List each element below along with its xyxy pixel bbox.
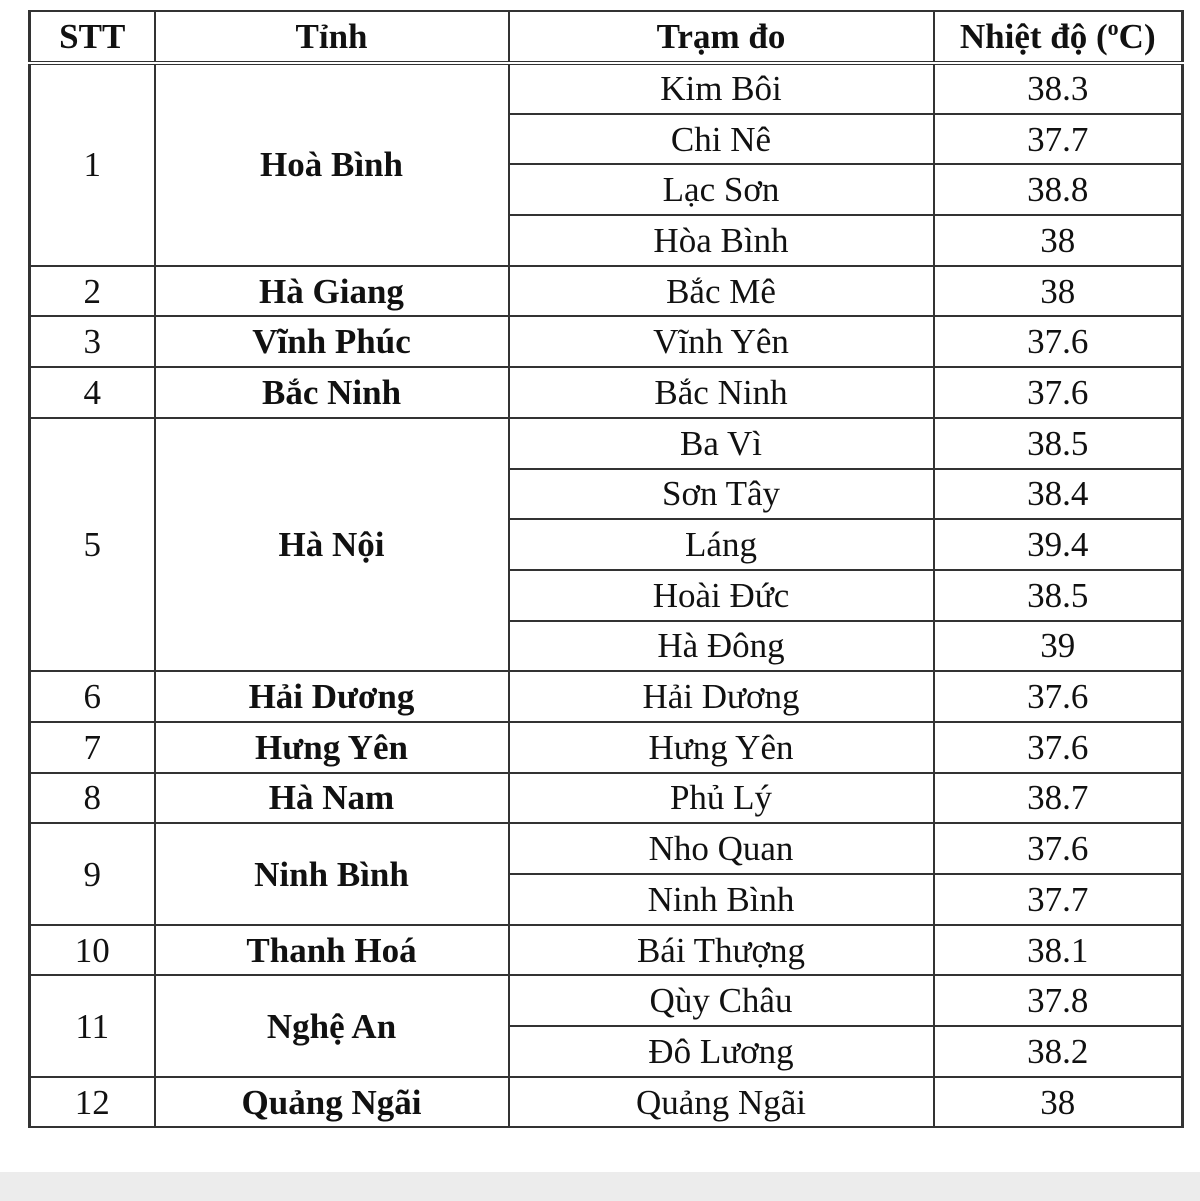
table-row: [30, 925, 1183, 976]
stt-cell: 7: [30, 722, 155, 773]
station-cell: Láng: [509, 519, 934, 570]
temperature-cell: 38.5: [934, 570, 1183, 621]
station-cell: Hòa Bình: [509, 215, 934, 266]
province-cell: Hải Dương: [155, 671, 509, 722]
province-cell: Hà Nội: [155, 418, 509, 671]
temperature-cell: 37.6: [934, 316, 1183, 367]
table-row: [30, 823, 1183, 874]
temperature-cell: 38: [934, 266, 1183, 317]
stt-cell: 2: [30, 266, 155, 317]
stt-cell: 10: [30, 925, 155, 976]
temperature-cell: 37.7: [934, 874, 1183, 925]
header-temperature-degree: o: [1107, 15, 1119, 40]
table-header-row: [30, 11, 1183, 63]
temperature-table: [28, 10, 1184, 1128]
header-station: Trạm đo: [509, 11, 934, 63]
temperature-cell: 38.4: [934, 469, 1183, 520]
table-body: [30, 63, 1183, 1127]
table-row: [30, 266, 1183, 317]
temperature-cell: 37.7: [934, 114, 1183, 165]
temperature-cell: 38.1: [934, 925, 1183, 976]
station-cell: Sơn Tây: [509, 469, 934, 520]
station-cell: Ba Vì: [509, 418, 934, 469]
header-province: Tỉnh: [155, 11, 509, 63]
temperature-cell: 38.2: [934, 1026, 1183, 1077]
stt-cell: 5: [30, 418, 155, 671]
station-cell: Bắc Ninh: [509, 367, 934, 418]
stt-cell: 9: [30, 823, 155, 924]
temperature-cell: 37.6: [934, 722, 1183, 773]
province-cell: Ninh Bình: [155, 823, 509, 924]
stt-cell: 8: [30, 773, 155, 824]
temperature-cell: 38.8: [934, 164, 1183, 215]
station-cell: Bái Thượng: [509, 925, 934, 976]
station-cell: Hoài Đức: [509, 570, 934, 621]
station-cell: Qùy Châu: [509, 975, 934, 1026]
temperature-cell: 37.6: [934, 671, 1183, 722]
table-row: [30, 316, 1183, 367]
province-cell: Nghệ An: [155, 975, 509, 1076]
province-cell: Vĩnh Phúc: [155, 316, 509, 367]
province-cell: Hoà Bình: [155, 63, 509, 266]
province-cell: Hà Giang: [155, 266, 509, 317]
stt-cell: 4: [30, 367, 155, 418]
province-cell: Bắc Ninh: [155, 367, 509, 418]
table-row: [30, 367, 1183, 418]
temperature-cell: 39.4: [934, 519, 1183, 570]
station-cell: Chi Nê: [509, 114, 934, 165]
province-cell: Thanh Hoá: [155, 925, 509, 976]
station-cell: Vĩnh Yên: [509, 316, 934, 367]
station-cell: Ninh Bình: [509, 874, 934, 925]
temperature-cell: 37.6: [934, 823, 1183, 874]
stt-cell: 12: [30, 1077, 155, 1128]
temperature-cell: 38: [934, 215, 1183, 266]
province-cell: Quảng Ngãi: [155, 1077, 509, 1128]
table-row: [30, 1077, 1183, 1128]
table-row: [30, 975, 1183, 1026]
station-cell: Hà Đông: [509, 621, 934, 672]
table-row: [30, 63, 1183, 114]
province-cell: Hưng Yên: [155, 722, 509, 773]
station-cell: Hưng Yên: [509, 722, 934, 773]
station-cell: Nho Quan: [509, 823, 934, 874]
header-temperature-prefix: Nhiệt độ (: [959, 17, 1108, 56]
stt-cell: 1: [30, 63, 155, 266]
stt-cell: 11: [30, 975, 155, 1076]
temperature-cell: 37.6: [934, 367, 1183, 418]
temperature-cell: 37.8: [934, 975, 1183, 1026]
bottom-strip: [0, 1172, 1200, 1201]
table-row: [30, 773, 1183, 824]
station-cell: Đô Lương: [509, 1026, 934, 1077]
header-stt: STT: [30, 11, 155, 63]
station-cell: Kim Bôi: [509, 63, 934, 114]
station-cell: Hải Dương: [509, 671, 934, 722]
table-row: [30, 671, 1183, 722]
header-temperature: [934, 11, 1183, 63]
station-cell: Phủ Lý: [509, 773, 934, 824]
station-cell: Quảng Ngãi: [509, 1077, 934, 1128]
temperature-cell: 38.7: [934, 773, 1183, 824]
temperature-cell: 38.5: [934, 418, 1183, 469]
temperature-cell: 38: [934, 1077, 1183, 1128]
temperature-cell: 39: [934, 621, 1183, 672]
stt-cell: 3: [30, 316, 155, 367]
station-cell: Lạc Sơn: [509, 164, 934, 215]
header-temperature-suffix: C): [1118, 17, 1156, 56]
table-row: [30, 418, 1183, 469]
table-row: [30, 722, 1183, 773]
stt-cell: 6: [30, 671, 155, 722]
province-cell: Hà Nam: [155, 773, 509, 824]
station-cell: Bắc Mê: [509, 266, 934, 317]
temperature-cell: 38.3: [934, 63, 1183, 114]
